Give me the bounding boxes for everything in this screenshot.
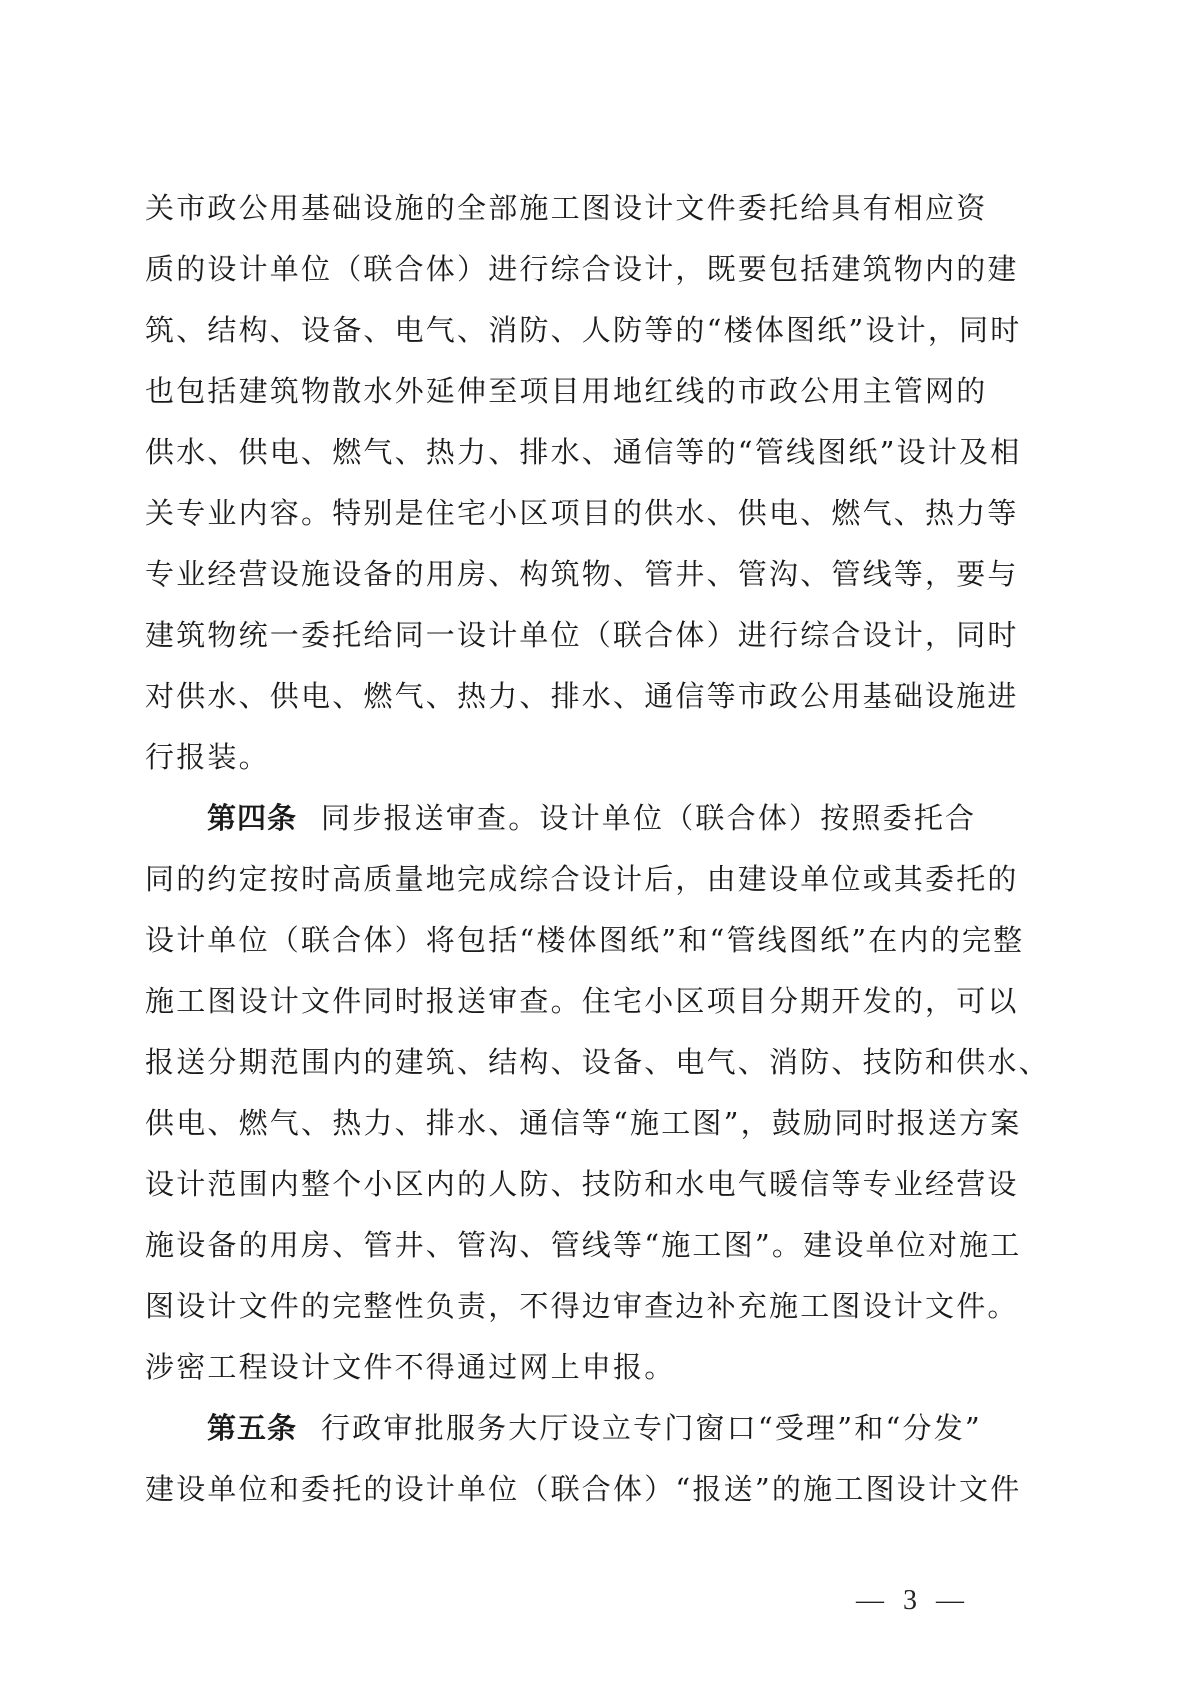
article-5-heading: 第五条 [207,1411,298,1445]
text-line: 行报装。 [145,740,270,774]
article-4-text: 同步报送审查。设计单位（联合体）按照委托合 [321,801,977,835]
text-line: 供水、供电、燃气、热力、排水、通信等的“管线图纸”设计及相 [145,435,1022,469]
page-number: — 3 — [856,1585,970,1616]
text-line: 关专业内容。特别是住宅小区项目的供水、供电、燃气、热力等 [145,496,1019,530]
text-line: 报送分期范围内的建筑、结构、设备、电气、消防、技防和供水、 [145,1045,1050,1079]
text-line: 对供水、供电、燃气、热力、排水、通信等市政公用基础设施进 [145,679,1019,713]
text-line: 涉密工程设计文件不得通过网上申报。 [145,1350,676,1384]
text-line: 施工图设计文件同时报送审查。住宅小区项目分期开发的，可以 [145,984,1019,1018]
article-5-first-line [145,1408,982,1448]
text-line: 设计单位（联合体）将包括“楼体图纸”和“管线图纸”在内的完整 [145,923,1025,957]
text-line: 筑、结构、设备、电气、消防、人防等的“楼体图纸”设计，同时 [145,313,1022,347]
article-4-first-line [145,798,977,838]
article-5-text: 行政审批服务大厅设立专门窗口“受理”和“分发” [321,1411,982,1445]
text-line: 图设计文件的完整性负责，不得边审查边补充施工图设计文件。 [145,1289,1019,1323]
text-line: 建筑物统一委托给同一设计单位（联合体）进行综合设计，同时 [145,618,1019,652]
article-4-heading: 第四条 [207,801,298,835]
text-line: 施设备的用房、管井、管沟、管线等“施工图”。建设单位对施工 [145,1228,1022,1262]
text-line: 设计范围内整个小区内的人防、技防和水电气暖信等专业经营设 [145,1167,1019,1201]
text-line: 关市政公用基础设施的全部施工图设计文件委托给具有相应资 [145,191,988,225]
text-line: 质的设计单位（联合体）进行综合设计，既要包括建筑物内的建 [145,252,1019,286]
text-line: 同的约定按时高质量地完成综合设计后，由建设单位或其委托的 [145,862,1019,896]
text-line: 建设单位和委托的设计单位（联合体）“报送”的施工图设计文件 [145,1472,1022,1506]
text-line: 也包括建筑物散水外延伸至项目用地红线的市政公用主管网的 [145,374,988,408]
text-line: 专业经营设施设备的用房、构筑物、管井、管沟、管线等，要与 [145,557,1019,591]
text-line: 供电、燃气、热力、排水、通信等“施工图”，鼓励同时报送方案 [145,1106,1022,1140]
